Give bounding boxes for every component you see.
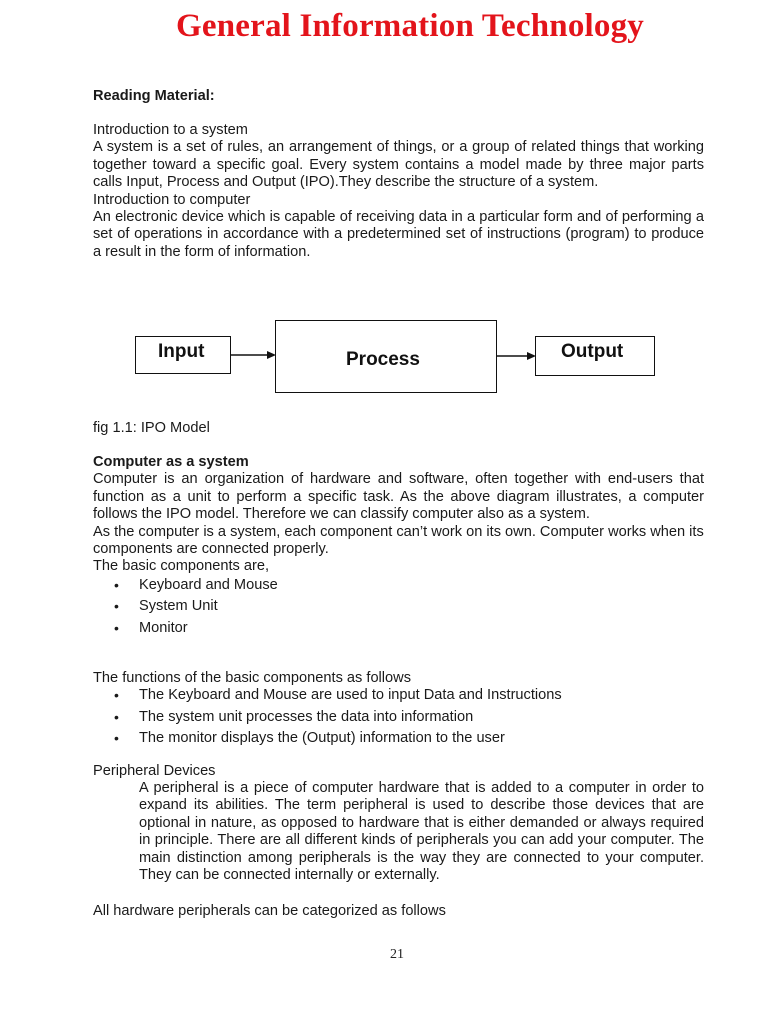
peripherals-body: A peripheral is a piece of computer hardware that is added to a computer in order to expand its abilities. The term peripheral is used to describe those devices that are optional in nature, as opposed to hardware that is either demanded or always required in principle. There are all different kinds of peripherals you can add your computer. The main distinction among peripherals is the way they are connected to your computer. They can be connected internally or externally. [139,780,704,884]
intro-system-section [93,122,704,261]
intro-system-body: A system is a set of rules, an arrangement of things, or a group of related things that working together toward a specific goal. Every system contains a model made by three major parts calls Input, Process and Output (IPO).They describe the structure of a system. [93,139,704,191]
output-label: Output [561,341,624,362]
computer-system-para2: As the computer is a system, each component can’t work on its own. Computer works when its components are connected properly. [93,523,704,558]
functions-list [93,687,704,752]
page-number: 21 [390,947,404,962]
intro-computer-body: An electronic device which is capable of receiving data in a particular form and of performing a set of operations in accordance with a predetermined set of instructions (program) to produce a result in the form of information. [93,209,704,260]
process-label: Process [346,349,420,370]
functions-intro: The functions of the basic components as follows [93,670,411,686]
components-intro: The basic components are, [93,558,270,575]
reading-material-label: Reading Material: [93,88,215,104]
functions-section [93,670,704,752]
list-item: • Monitor [93,620,704,642]
input-box [135,336,231,374]
peripherals-heading: Peripheral Devices [93,763,216,779]
list-item: • The Keyboard and Mouse are used to input Data and Instructions [93,687,704,709]
intro-system-heading: Introduction to a system [93,122,248,138]
input-label: Input [158,341,205,362]
peripherals-footer-line: All hardware peripherals can be categorized as follows [93,903,446,919]
computer-system-section [93,454,704,641]
computer-system-heading: Computer as a system [93,454,249,470]
process-to-output-arrow [497,350,537,362]
page-title: General Information Technology [175,8,645,44]
intro-computer-heading: Introduction to computer [93,191,251,208]
input-to-process-arrow [231,349,277,361]
list-item: • The monitor displays the (Output) information to the user [93,730,704,752]
computer-system-para1: Computer is an organization of hardware and software, often together with end-users that function as a unit to perform a specific task. As the above diagram illustrates, a computer follows the IPO model. Therefore we can classify computer also as a system. [93,471,704,523]
output-box [535,336,655,376]
components-list [93,577,704,642]
list-item: • System Unit [93,598,704,620]
list-item: • Keyboard and Mouse [93,577,704,599]
figure-caption: fig 1.1: IPO Model [93,420,210,436]
list-item: • The system unit processes the data into information [93,709,704,731]
process-box [275,320,497,393]
